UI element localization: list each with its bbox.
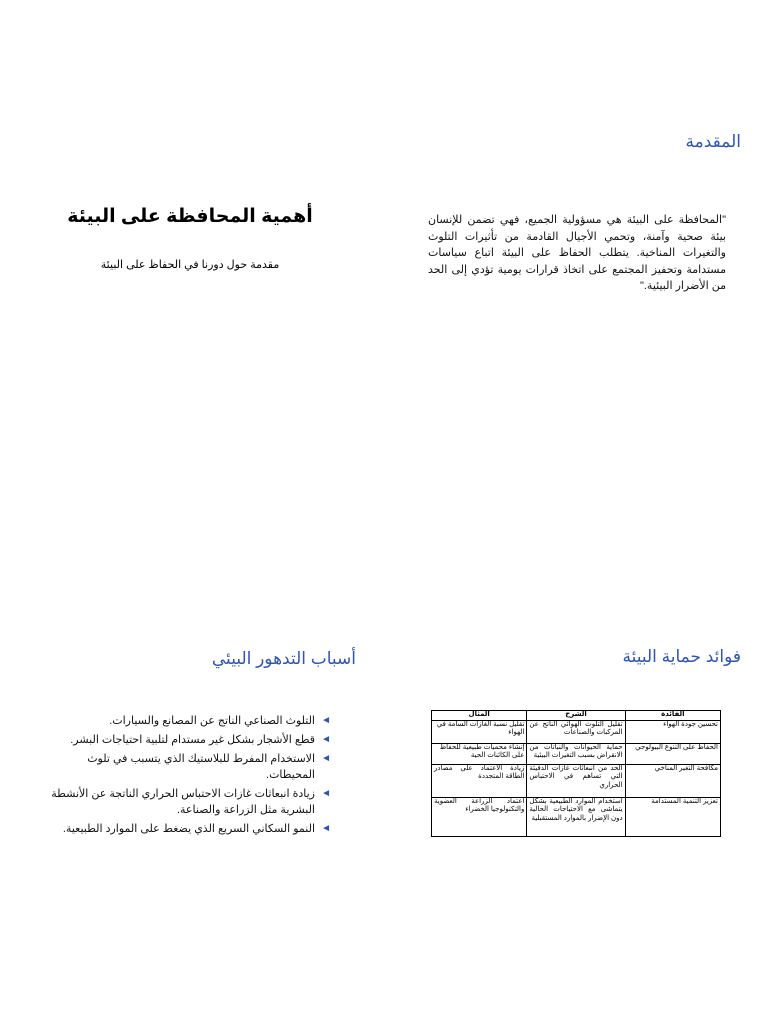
table-cell: إنشاء محميات طبيعية للحفاظ على الكائنات الحية [432,743,527,764]
table-cell: الحد من انبعاثات غازات الدفيئة التي تساهم في الاحتباس الحراري [527,764,625,797]
list-item [36,786,331,818]
benefits-heading: فوائد حماية البيئة [622,647,741,666]
table-cell: تحسين جودة الهواء [625,720,720,743]
triangle-bullet-icon: ◄ [321,734,331,745]
column-header: الشرح [527,711,625,721]
cause-text: النمو السكاني السريع الذي يضغط على الموارد الطبيعية. [62,823,315,835]
column-header: الفائدة [625,711,720,721]
causes-heading: أسباب التدهور البيئي [211,649,356,668]
table-row [432,764,721,797]
list-item [36,713,331,729]
table-cell: تقليل التلوث الهوائي الناتج عن المركبات والصناعات [527,720,625,743]
table-cell: مكافحة التغير المناخي [625,764,720,797]
intro-heading: المقدمة [685,132,741,151]
triangle-bullet-icon: ◄ [321,788,331,799]
intro-quote: "المحافظة على البيئة هي مسؤولية الجميع، فهي تضمن للإنسان بيئة صحية وآمنة، وتحمي الأجيال القادمة من تأثيرات التلوث والتغيرات المناخية. يتطلب الحفاظ على البيئة اتباع سياسات مستدامة وتحفيز المجتمع على اتخاذ قرارات يومية تؤدي إلى الحد من الأضرار البيئية." [428,214,726,292]
main-title: أهمية المحافظة على البيئة [67,206,313,227]
column-header: المثال [432,711,527,721]
cause-text: التلوث الصناعي الناتج عن المصانع والسيارات. [109,715,315,727]
list-item [36,732,331,748]
table-cell: اعتماد الزراعة العضوية والتكنولوجيا الخضراء [432,797,527,836]
table-row [432,720,721,743]
subtitle: مقدمة حول دورنا في الحفاظ على البيئة [100,259,280,271]
table-cell: تعزيز التنمية المستدامة [625,797,720,836]
benefits-table [431,710,721,837]
table-cell: الحفاظ على التنوع البيولوجي [625,743,720,764]
triangle-bullet-icon: ◄ [321,715,331,726]
cause-text: قطع الأشجار بشكل غير مستدام لتلبية احتياجات البشر. [70,734,315,746]
list-item [36,821,331,837]
table-row [432,797,721,836]
table-cell: زيادة الاعتماد على مصادر الطاقة المتجددة [432,764,527,797]
triangle-bullet-icon: ◄ [321,753,331,764]
list-item [36,751,331,783]
table-cell: استخدام الموارد الطبيعية بشكل يتماشى مع الاحتياجات الحالية دون الإضرار بالموارد المستقبلية [527,797,625,836]
table-cell: حماية الحيوانات والنباتات من الانقراض بسبب التغيرات البيئية [527,743,625,764]
cause-text: الاستخدام المفرط للبلاستيك الذي يتسبب في تلوث المحيطات. [87,753,315,781]
triangle-bullet-icon: ◄ [321,823,331,834]
table-header-row [432,711,721,721]
cause-text: زيادة انبعاثات غازات الاحتباس الحراري الناتجة عن الأنشطة البشرية مثل الزراعة والصناعة. [51,788,315,816]
table-row [432,743,721,764]
causes-list [36,713,331,840]
table-cell: تقليل نسبة الغازات السامة في الهواء [432,720,527,743]
